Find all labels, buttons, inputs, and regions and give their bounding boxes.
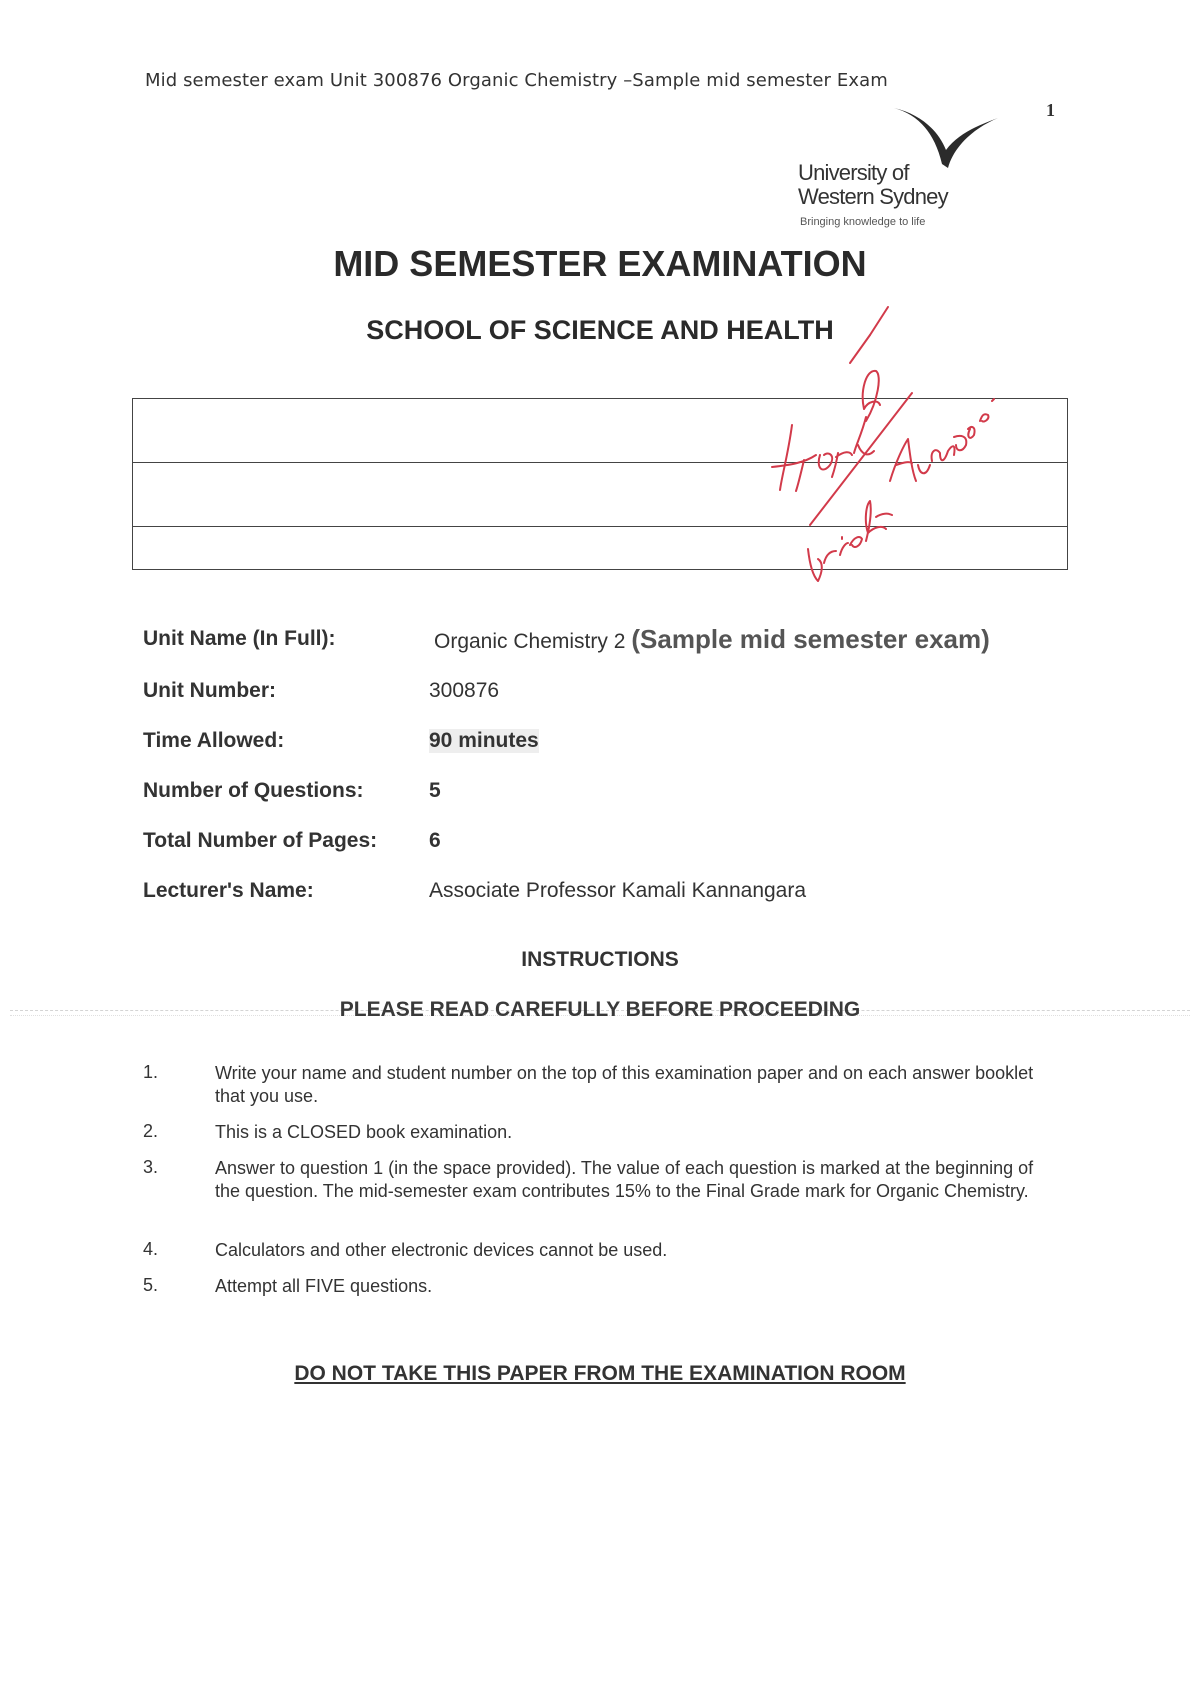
instruction-text: Answer to question 1 (in the space provided). The value of each question is marked at the beginning of the question. The mid-semester exam contributes 15% to the Final Grade mark for Organic Chemistry. <box>215 1158 1034 1201</box>
unit-number-label: Unit Number: <box>143 679 276 702</box>
time-allowed-value: 90 minutes <box>429 729 539 752</box>
student-details-row[interactable] <box>133 463 1067 527</box>
instruction-number: 2. <box>143 1121 159 1141</box>
university-logo <box>798 106 998 236</box>
instruction-text: Attempt all FIVE questions. <box>215 1276 433 1296</box>
instruction-number: 4. <box>143 1239 159 1259</box>
unit-name-label: Unit Name (In Full): <box>143 627 336 650</box>
lecturer-name-label: Lecturer's Name: <box>143 879 314 902</box>
instructions-heading: INSTRUCTIONS <box>521 948 679 971</box>
number-of-questions-label: Number of Questions: <box>143 779 364 802</box>
page-number: 1 <box>1046 100 1055 120</box>
running-header: Mid semester exam Unit 300876 Organic Chemistry –Sample mid semester Exam <box>145 70 888 91</box>
logo-tagline: Bringing knowledge to life <box>800 216 926 228</box>
student-details-box[interactable] <box>132 398 1068 570</box>
instruction-number: 1. <box>143 1062 159 1082</box>
number-of-questions-value: 5 <box>429 779 441 802</box>
time-allowed-label: Time Allowed: <box>143 729 285 752</box>
footer-warning-text: DO NOT TAKE THIS PAPER FROM THE EXAMINATION ROOM <box>294 1362 906 1385</box>
page-title: MID SEMESTER EXAMINATION <box>333 243 867 284</box>
instruction-text: Calculators and other electronic devices cannot be used. <box>215 1240 668 1260</box>
instruction-number: 5. <box>143 1275 159 1295</box>
footer-warning <box>0 1362 1200 1386</box>
student-details-row[interactable] <box>133 399 1067 463</box>
unit-number-value: 300876 <box>429 679 500 702</box>
instruction-text: Write your name and student number on the top of this examination paper and on each answer booklet that you use. <box>215 1063 1034 1106</box>
unit-name-value <box>434 624 990 655</box>
school-subtitle: SCHOOL OF SCIENCE AND HEALTH <box>366 315 834 345</box>
logo-line-2: Western Sydney <box>798 184 948 209</box>
logo-mark-icon <box>894 106 998 176</box>
total-pages-value: 6 <box>429 829 441 852</box>
lecturer-name-value: Associate Professor Kamali Kannangara <box>429 879 807 902</box>
instruction-text: This is a CLOSED book examination. <box>215 1122 513 1142</box>
please-read-notice: PLEASE READ CAREFULLY BEFORE PROCEEDING <box>339 998 861 1021</box>
logo-line-1: University of <box>798 160 909 185</box>
sample-exam-note: (Sample mid semester exam) <box>631 624 990 654</box>
unit-name-text: Organic Chemistry 2 <box>434 630 626 653</box>
instruction-number: 3. <box>143 1157 159 1177</box>
total-pages-label: Total Number of Pages: <box>143 829 378 852</box>
